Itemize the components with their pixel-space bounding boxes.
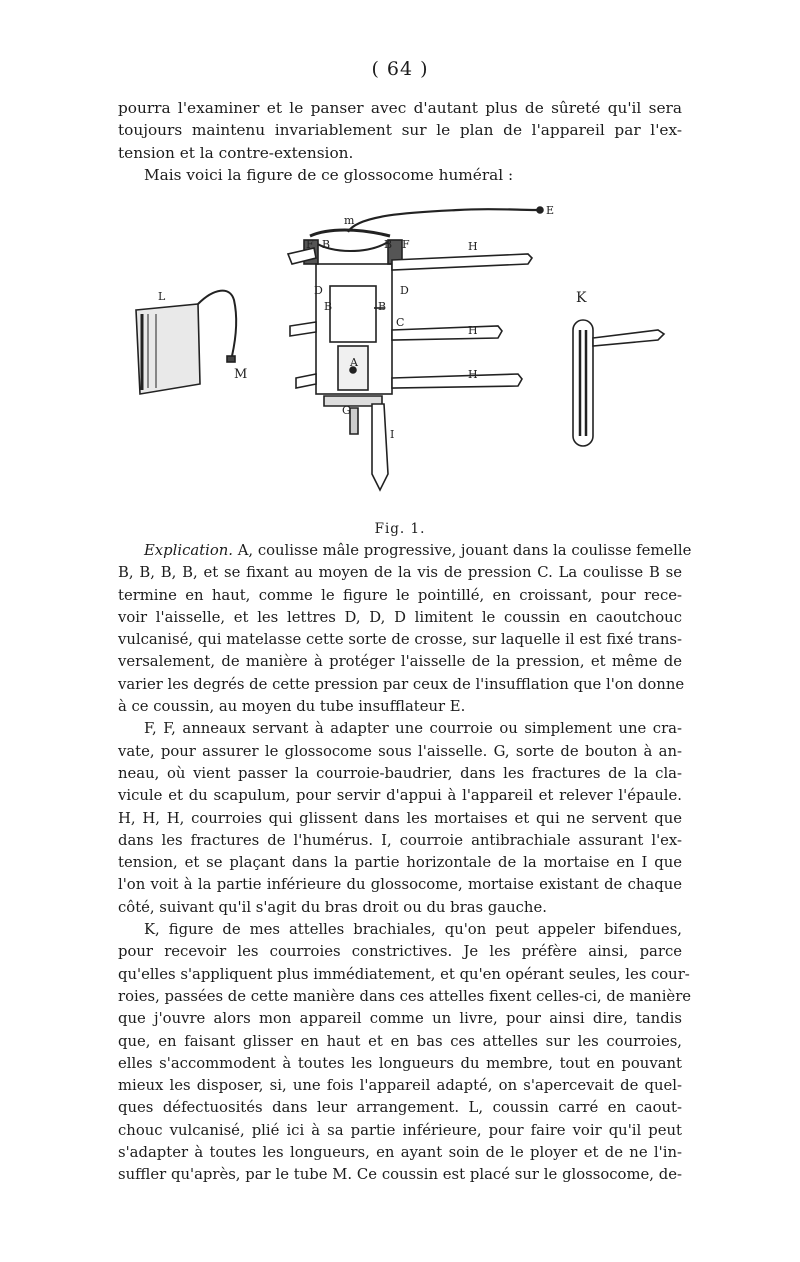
explanation-line: dans les fractures de l'humérus. I, courroie antibrachiale assurant l'ex-: [118, 831, 682, 849]
explanation-line: neau, où vient passer la courroie-baudrier, dans les fractures de la cla-: [118, 764, 682, 782]
explanation-line: pour recevoir les courroies constrictives. Je les préfère ainsi, parce: [118, 943, 682, 961]
explanation-heading: Explication.: [144, 542, 234, 559]
explanation-line: A, coulisse mâle progressive, jouant dans la coulisse femelle: [237, 542, 692, 559]
figure-drawing: [118, 198, 682, 526]
explanation-line: ques défectuosités dans leur arrangement. L, coussin carré en caout-: [118, 1099, 682, 1117]
explanation-line: que, en faisant glisser en haut et en bas ces attelles sur les courroies,: [118, 1032, 682, 1050]
label-h-middle: H: [468, 324, 478, 337]
explanation-line: termine en haut, comme le figure le pointillé, en croissant, pour rece-: [118, 586, 682, 604]
page-number: ( 64 ): [371, 58, 429, 80]
explanation-line: chouc vulcanisé, plié ici à sa partie inférieure, pour faire voir qu'il peut: [118, 1121, 682, 1139]
label-d-left: D: [314, 284, 323, 297]
intro-paragraph: [118, 97, 682, 186]
explanation-line: suffler qu'après, par le tube M. Ce coussin est placé sur le glossocome, de-: [118, 1166, 682, 1184]
explanation-paragraph: [118, 540, 692, 1187]
explanation-line: tension, et se plaçant dans la partie horizontale de la mortaise en I que: [118, 854, 682, 872]
label-m: M: [234, 367, 248, 382]
label-c: C: [396, 316, 405, 329]
explanation-line: elles s'accommodent à toutes les longueurs du membre, tout en pouvant: [118, 1054, 682, 1072]
explanation-line: vicule et du scapulum, pour servir d'appui à l'appareil et relever l'épaule.: [118, 787, 682, 805]
explanation-line: versalement, de manière à protéger l'aisselle de la pression, et même de: [118, 653, 682, 671]
explanation-line: roies, passées de cette manière dans ces attelles fixent celles-ci, de manière: [118, 987, 692, 1005]
glossocome-figure: [118, 198, 682, 526]
explanation-line: vate, pour assurer le glossocome sous l'aisselle. G, sorte de bouton à an-: [118, 742, 682, 760]
explanation-line: vulcanisé, qui matelasse cette sorte de crosse, sur laquelle il est fixé trans-: [118, 631, 682, 649]
explanation-line: B, B, B, B, et se fixant au moyen de la vis de pression C. La coulisse B se: [118, 564, 682, 582]
explanation-line: qu'elles s'appliquent plus immédiatement, et qu'en opérant seules, les cour-: [118, 965, 690, 983]
intro-line: tension et la contre-extension.: [118, 143, 354, 162]
label-e: E: [546, 204, 555, 217]
label-a: A: [350, 356, 358, 369]
label-b-top-left: B: [322, 238, 331, 251]
intro-line: Mais voici la figure de ce glossocome huméral :: [144, 165, 514, 184]
label-k: K: [576, 290, 587, 306]
label-b-top-right: B: [384, 238, 393, 251]
label-b-left: B: [324, 300, 333, 313]
intro-line: toujours maintenu invariablement sur le plan de l'appareil par l'ex-: [118, 121, 682, 140]
label-h-bottom: H: [468, 368, 478, 381]
explanation-line: F, F, anneaux servant à adapter une courroie ou simplement une cra-: [144, 720, 682, 738]
label-f-left: F: [306, 238, 314, 251]
explanation-line: varier les degrés de cette pression par ceux de l'insufflation que l'on donne: [118, 675, 685, 693]
explanation-first-line: [118, 540, 692, 562]
label-g: G: [342, 404, 351, 417]
label-i: I: [390, 428, 395, 441]
explanation-line: à ce coussin, au moyen du tube insufflateur E.: [118, 698, 466, 716]
explanation-line: mieux les disposer, si, une fois l'appareil adapté, on s'apercevait de quel-: [118, 1077, 682, 1095]
label-d-right: D: [400, 284, 409, 297]
splint-k-drawing: [573, 320, 664, 446]
cushion-l-drawing: [136, 291, 236, 394]
label-h-top: H: [468, 240, 478, 253]
explanation-line: H, H, H, courroies qui glissent dans les mortaises et qui ne servent que: [118, 809, 682, 827]
label-m-top: m: [344, 214, 355, 227]
label-l: L: [158, 290, 166, 303]
explanation-line: l'on voit à la partie inférieure du glossocome, mortaise existant de chaque: [118, 876, 682, 894]
explanation-line: côté, suivant qu'il s'agit du bras droit ou du bras gauche.: [118, 898, 547, 916]
explanation-line: s'adapter à toutes les longueurs, en ayant soin de le ployer et de ne l'in-: [118, 1144, 682, 1162]
label-f-right: F: [402, 238, 410, 251]
label-b-right: B: [378, 300, 387, 313]
figure-caption: Fig. 1.: [374, 521, 426, 537]
explanation-line: K, figure de mes attelles brachiales, qu'on peut appeler bifendues,: [144, 921, 682, 939]
explanation-line: voir l'aisselle, et les lettres D, D, D limitent le coussin en caoutchouc: [118, 608, 682, 626]
explanation-line: que j'ouvre alors mon appareil comme un livre, pour ainsi dire, tandis: [118, 1010, 682, 1028]
intro-line: pourra l'examiner et le panser avec d'autant plus de sûreté qu'il sera: [118, 99, 682, 117]
